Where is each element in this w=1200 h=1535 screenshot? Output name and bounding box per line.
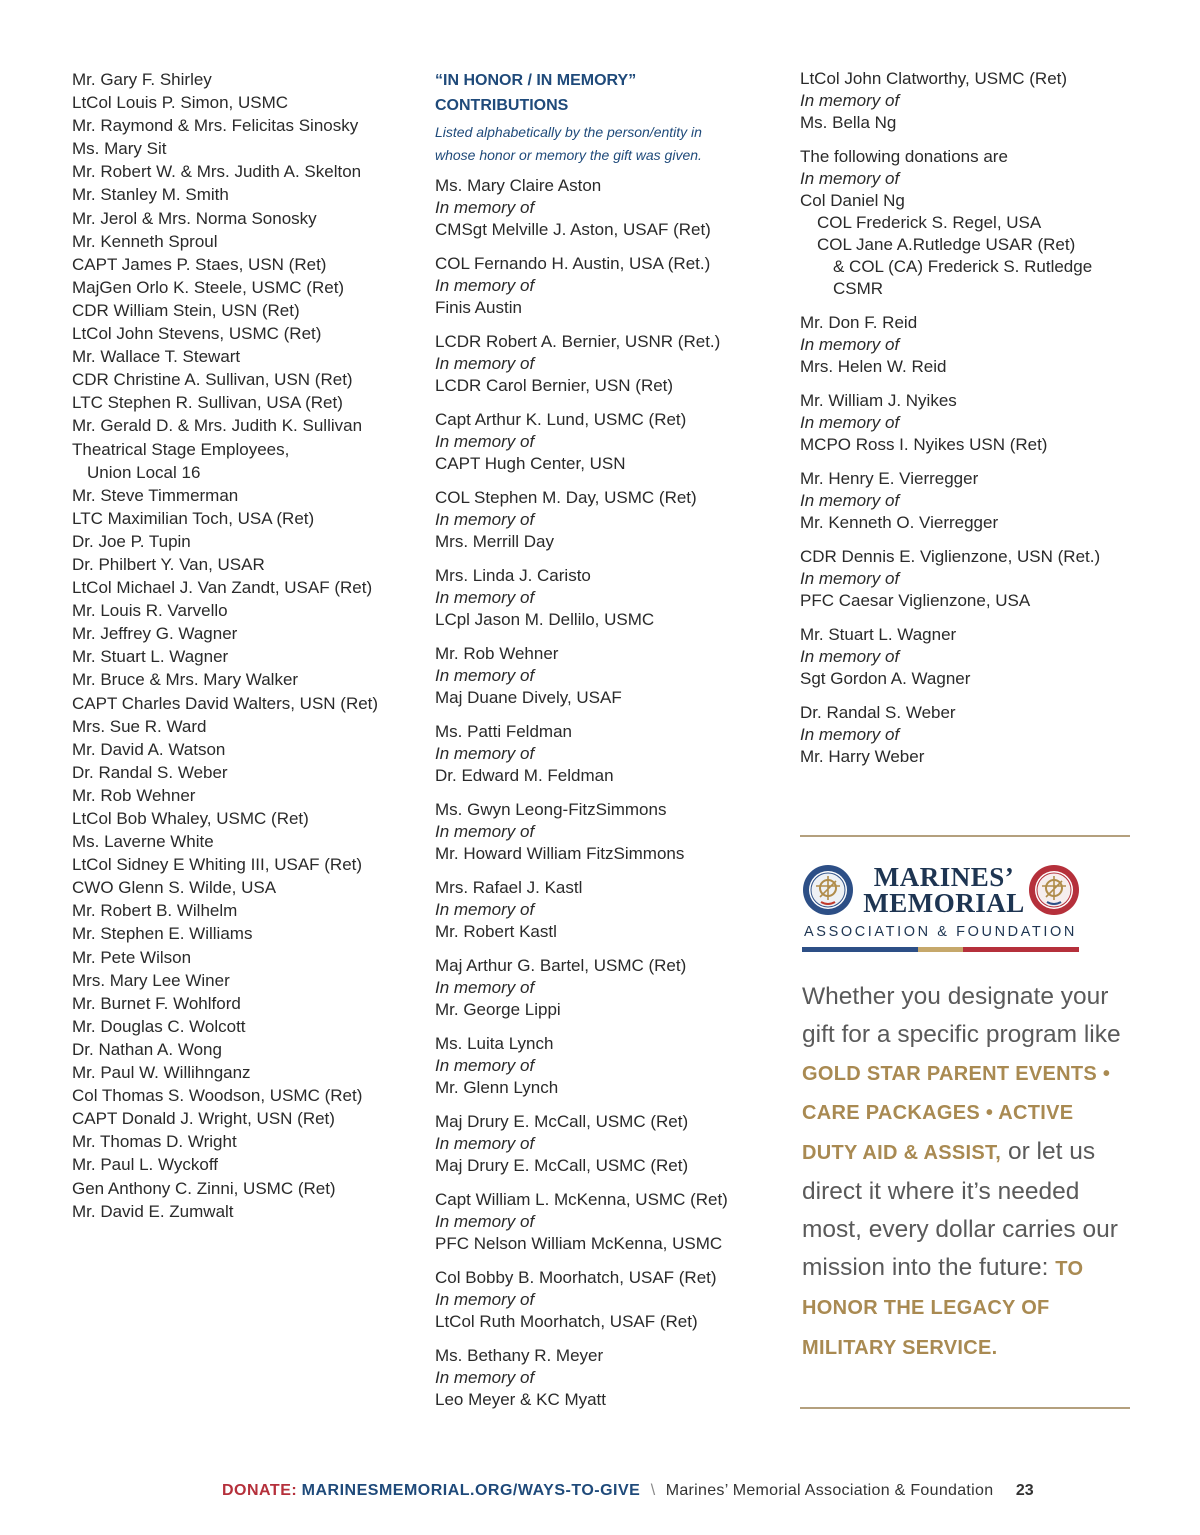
donor-name: LtCol John Stevens, USMC (Ret) xyxy=(72,324,322,344)
donor-name: Ms. Patti Feldman xyxy=(435,722,572,741)
donor-name: Mrs. Sue R. Ward xyxy=(72,716,207,736)
donor-name: Capt William L. McKenna, USMC (Ret) xyxy=(435,1190,728,1209)
memorial-entry xyxy=(435,1345,780,1411)
page-number: 23 xyxy=(1015,1482,1034,1499)
memorial-entry xyxy=(435,721,780,787)
donor-name: LTC Maximilian Toch, USA (Ret) xyxy=(72,508,315,528)
memorial-entry xyxy=(435,1033,780,1099)
memo-label: In memory of xyxy=(800,647,900,666)
donor-name: Mr. Steve Timmerman xyxy=(72,485,239,505)
donor-name: Ms. Mary Sit xyxy=(72,139,167,159)
honoree-name: PFC Caesar Viglienzone, USA xyxy=(800,591,1031,610)
honoree-name: CMSgt Melville J. Aston, USAF (Ret) xyxy=(435,220,711,239)
donor-name: Dr. Joe P. Tupin xyxy=(72,531,191,551)
memorial-entry xyxy=(435,409,780,475)
donor-name: Mr. Jeffrey G. Wagner xyxy=(72,624,238,644)
memorial-entry xyxy=(800,390,1135,456)
donor-name: Mr. Stuart L. Wagner xyxy=(72,647,229,667)
honoree-name: MCPO Ross I. Nyikes USN (Ret) xyxy=(800,435,1048,454)
memo-label: In memory of xyxy=(435,432,535,451)
donor-name: Maj Arthur G. Bartel, USMC (Ret) xyxy=(435,956,687,975)
donor-name: Mr. Paul W. Willihnganz xyxy=(72,1063,251,1083)
donor-name: Col Bobby B. Moorhatch, USAF (Ret) xyxy=(435,1268,717,1287)
page-footer xyxy=(222,1482,1034,1500)
memorial-list xyxy=(800,312,1135,768)
group-memorial-entry xyxy=(800,146,1135,300)
donor-name: COL Fernando H. Austin, USA (Ret.) xyxy=(435,254,711,273)
donor-name: Mrs. Linda J. Caristo xyxy=(435,566,591,585)
donor-name: Dr. Nathan A. Wong xyxy=(72,1039,222,1059)
honoree-name: Mr. Howard William FitzSimmons xyxy=(435,844,685,863)
promo-lead: Whether you designate your gift for a specific program like xyxy=(802,983,1121,1048)
honoree-name: Maj Drury E. McCall, USMC (Ret) xyxy=(435,1156,689,1175)
donor-name: CDR Christine A. Sullivan, USN (Ret) xyxy=(72,370,353,390)
donor-name: LtCol Michael J. Van Zandt, USAF (Ret) xyxy=(72,578,373,598)
donor-name: LTC Stephen R. Sullivan, USA (Ret) xyxy=(72,393,343,413)
honoree-name: Mr. Kenneth O. Vierregger xyxy=(800,513,999,532)
bottom-divider xyxy=(800,1407,1130,1409)
donor-name: Mr. Raymond & Mrs. Felicitas Sinosky xyxy=(72,116,359,136)
honoree-name: CAPT Hugh Center, USN xyxy=(435,454,626,473)
honoree-name: Maj Duane Dively, USAF xyxy=(435,688,622,707)
honoree-name: Mr. Robert Kastl xyxy=(435,922,557,941)
memorial-entry xyxy=(435,253,780,319)
mission-highlight: TO HONOR THE LEGACY OF MILITARY SERVICE. xyxy=(802,1257,1084,1360)
memorial-entry xyxy=(800,468,1135,534)
donor-name: Mr. William J. Nyikes xyxy=(800,391,957,410)
donor-name: Mr. Gerald D. & Mrs. Judith K. Sullivan xyxy=(72,416,363,436)
honoree-name: Mr. Harry Weber xyxy=(800,747,925,766)
donor-name: Mr. David E. Zumwalt xyxy=(72,1201,234,1221)
memo-label: In memory of xyxy=(435,1290,535,1309)
donor-name: Mr. Burnet F. Wohlford xyxy=(72,993,241,1013)
memorial-column-3 xyxy=(800,68,1135,780)
donor-name: Mr. Douglas C. Wolcott xyxy=(72,1016,246,1036)
donor-name: Maj Drury E. McCall, USMC (Ret) xyxy=(435,1112,689,1131)
donor-name: COL Frederick S. Regel, USA xyxy=(817,213,1042,232)
memorial-entry xyxy=(435,565,780,631)
donor-name: Mr. David A. Watson xyxy=(72,739,226,759)
group-intro: The following donations are xyxy=(800,147,1008,166)
donor-name: Mr. Gary F. Shirley xyxy=(72,70,212,89)
memo-label: In memory of xyxy=(800,413,900,432)
donor-name: Union Local 16 xyxy=(87,462,201,482)
memo-label: In memory of xyxy=(435,1212,535,1231)
donor-name: LtCol Sidney E Whiting III, USAF (Ret) xyxy=(72,855,363,875)
honoree-name: Mr. George Lippi xyxy=(435,1000,561,1019)
honoree-name: Mrs. Merrill Day xyxy=(435,532,554,551)
donor-name: Col Thomas S. Woodson, USMC (Ret) xyxy=(72,1086,363,1106)
donor-name: Theatrical Stage Employees, xyxy=(72,439,290,459)
memorial-entry xyxy=(435,331,780,397)
honoree-name: LtCol Ruth Moorhatch, USAF (Ret) xyxy=(435,1312,698,1331)
memo-label: In memory of xyxy=(800,335,900,354)
memo-label: In memory of xyxy=(435,666,535,685)
donor-name: CAPT Donald J. Wright, USN (Ret) xyxy=(72,1109,335,1129)
stripe-red xyxy=(963,947,1079,952)
program-highlight: GOLD STAR PARENT EVENTS • CARE PACKAGES • ACTIVE DUTY AID & ASSIST, xyxy=(802,1062,1111,1165)
memo-label: In memory of xyxy=(435,1134,535,1153)
donor-name: Mr. Robert B. Wilhelm xyxy=(72,901,238,921)
memo-label: In memory of xyxy=(435,744,535,763)
honoree-name: Col Daniel Ng xyxy=(800,191,905,210)
donor-name: Ms. Mary Claire Aston xyxy=(435,176,602,195)
donor-name: LtCol Louis P. Simon, USMC xyxy=(72,93,289,113)
memorial-entry xyxy=(800,546,1135,612)
stripe-blue xyxy=(802,947,918,952)
memo-label: In memory of xyxy=(435,978,535,997)
memo-label: In memory of xyxy=(435,510,535,529)
memo-label: In memory of xyxy=(435,1368,535,1387)
memorial-entry xyxy=(435,877,780,943)
stripe-gold xyxy=(918,947,962,952)
logo-subtitle: ASSOCIATION & FOUNDATION xyxy=(804,924,1077,940)
section-title: “IN HONOR / IN MEMORY” CONTRIBUTIONS xyxy=(435,72,637,114)
memorial-entry xyxy=(800,702,1135,768)
memo-label: In memory of xyxy=(435,354,535,373)
memorial-entry xyxy=(435,1267,780,1333)
memorial-entry xyxy=(435,1189,780,1255)
donor-name: Gen Anthony C. Zinni, USMC (Ret) xyxy=(72,1178,336,1198)
donor-name: Mr. Thomas D. Wright xyxy=(72,1132,237,1152)
logo-wordmark: MARINES’ MEMORIAL xyxy=(863,862,1025,918)
donor-name: Ms. Bethany R. Meyer xyxy=(435,1346,604,1365)
honoree-name: Dr. Edward M. Feldman xyxy=(435,766,614,785)
donor-name: Mr. Louis R. Varvello xyxy=(72,601,228,621)
memo-label: In memory of xyxy=(435,822,535,841)
donate-label: DONATE: xyxy=(222,1482,298,1499)
donor-name: Ms. Laverne White xyxy=(72,832,214,852)
donor-name: Mr. Kenneth Sproul xyxy=(72,231,218,251)
donor-name: LtCol Bob Whaley, USMC (Ret) xyxy=(72,809,309,828)
donor-name: LtCol John Clatworthy, USMC (Ret) xyxy=(800,69,1068,88)
section-subtitle: Listed alphabetically by the person/entity in whose honor or memory the gift was given. xyxy=(435,124,702,163)
donor-name: Ms. Luita Lynch xyxy=(435,1034,554,1053)
donor-name: MajGen Orlo K. Steele, USMC (Ret) xyxy=(72,277,345,297)
memo-label: In memory of xyxy=(800,725,900,744)
usmc-emblem-icon xyxy=(1028,864,1080,916)
honoree-name: Mr. Glenn Lynch xyxy=(435,1078,559,1097)
donor-name: CDR William Stein, USN (Ret) xyxy=(72,300,300,320)
honoree-name: Finis Austin xyxy=(435,298,522,317)
honoree-name: Mrs. Helen W. Reid xyxy=(800,357,947,376)
donor-name: Mr. Stuart L. Wagner xyxy=(800,625,957,644)
honor-memory-column xyxy=(435,68,780,1423)
promo-text xyxy=(802,978,1132,1368)
honoree-name: Leo Meyer & KC Myatt xyxy=(435,1390,607,1409)
donor-name: Mr. Rob Wehner xyxy=(72,785,196,805)
memorial-entry xyxy=(800,624,1135,690)
memorial-entry xyxy=(435,955,780,1021)
memorial-entry xyxy=(435,487,780,553)
donor-name: CSMR xyxy=(833,279,884,298)
donor-name: Mr. Rob Wehner xyxy=(435,644,559,663)
donor-name: CAPT James P. Staes, USN (Ret) xyxy=(72,254,327,274)
donor-name: Dr. Randal S. Weber xyxy=(800,703,956,722)
donor-name: Mr. Robert W. & Mrs. Judith A. Skelton xyxy=(72,162,362,182)
donor-name: Mr. Wallace T. Stewart xyxy=(72,347,241,367)
memorial-entry xyxy=(435,1111,780,1177)
donor-name: Capt Arthur K. Lund, USMC (Ret) xyxy=(435,410,687,429)
donate-link[interactable]: MARINESMEMORIAL.ORG/WAYS-TO-GIVE xyxy=(301,1482,641,1499)
promo-mid: or let us direct it where it’s needed most, every dollar carries our mission into the future: xyxy=(802,1138,1118,1281)
memorial-entry xyxy=(435,175,780,241)
memo-label: In memory of xyxy=(435,276,535,295)
memorial-list xyxy=(435,175,780,1411)
memo-label: In memory of xyxy=(435,900,535,919)
marines-memorial-logo xyxy=(802,864,1079,954)
donor-name: CWO Glenn S. Wilde, USA xyxy=(72,878,277,898)
donor-name: Mr. Jerol & Mrs. Norma Sonosky xyxy=(72,208,317,228)
footer-separator: \ xyxy=(650,1482,656,1499)
honoree-name: Ms. Bella Ng xyxy=(800,113,897,132)
donor-name: Dr. Randal S. Weber xyxy=(72,762,228,782)
donor-name: COL Jane A.Rutledge USAR (Ret) xyxy=(817,235,1076,254)
logo-stripes xyxy=(802,947,1079,952)
donor-name: CDR Dennis E. Viglienzone, USN (Ret.) xyxy=(800,547,1101,566)
honoree-name: Sgt Gordon A. Wagner xyxy=(800,669,971,688)
memo-label: In memory of xyxy=(435,588,535,607)
top-divider xyxy=(800,835,1130,837)
donor-name: & COL (CA) Frederick S. Rutledge xyxy=(833,257,1093,276)
donor-list xyxy=(72,68,417,1223)
memorial-entry xyxy=(435,643,780,709)
memo-label: In memory of xyxy=(800,491,900,510)
honoree-name: PFC Nelson William McKenna, USMC xyxy=(435,1234,723,1253)
footer-org-name: Marines’ Memorial Association & Foundation xyxy=(665,1482,994,1499)
donor-name: Dr. Philbert Y. Van, USAR xyxy=(72,554,265,574)
donor-name: Mrs. Rafael J. Kastl xyxy=(435,878,583,897)
honoree-name: LCpl Jason M. Dellilo, USMC xyxy=(435,610,655,629)
donor-name: Mrs. Mary Lee Winer xyxy=(72,970,230,990)
donor-name: Mr. Paul L. Wyckoff xyxy=(72,1155,218,1175)
usmc-emblem-icon xyxy=(802,864,854,916)
donor-name: Ms. Gwyn Leong-FitzSimmons xyxy=(435,800,667,819)
memo-label: In memory of xyxy=(800,91,900,110)
memorial-entry xyxy=(800,312,1135,378)
memorial-entry xyxy=(435,799,780,865)
memo-label: In memory of xyxy=(800,569,900,588)
donor-name: Mr. Bruce & Mrs. Mary Walker xyxy=(72,670,299,690)
donor-name: CAPT Charles David Walters, USN (Ret) xyxy=(72,693,379,713)
donor-name: Mr. Pete Wilson xyxy=(72,947,192,967)
donor-name: Mr. Stanley M. Smith xyxy=(72,185,229,205)
memo-label: In memory of xyxy=(435,198,535,217)
donor-name: Mr. Henry E. Vierregger xyxy=(800,469,979,488)
donor-name: Mr. Stephen E. Williams xyxy=(72,924,253,944)
donor-name: COL Stephen M. Day, USMC (Ret) xyxy=(435,488,697,507)
memo-label: In memory of xyxy=(800,169,900,188)
memorial-entry xyxy=(800,68,1135,134)
memo-label: In memory of xyxy=(435,1056,535,1075)
donor-name: LCDR Robert A. Bernier, USNR (Ret.) xyxy=(435,332,721,351)
honoree-name: LCDR Carol Bernier, USN (Ret) xyxy=(435,376,674,395)
donor-name: Mr. Don F. Reid xyxy=(800,313,918,332)
